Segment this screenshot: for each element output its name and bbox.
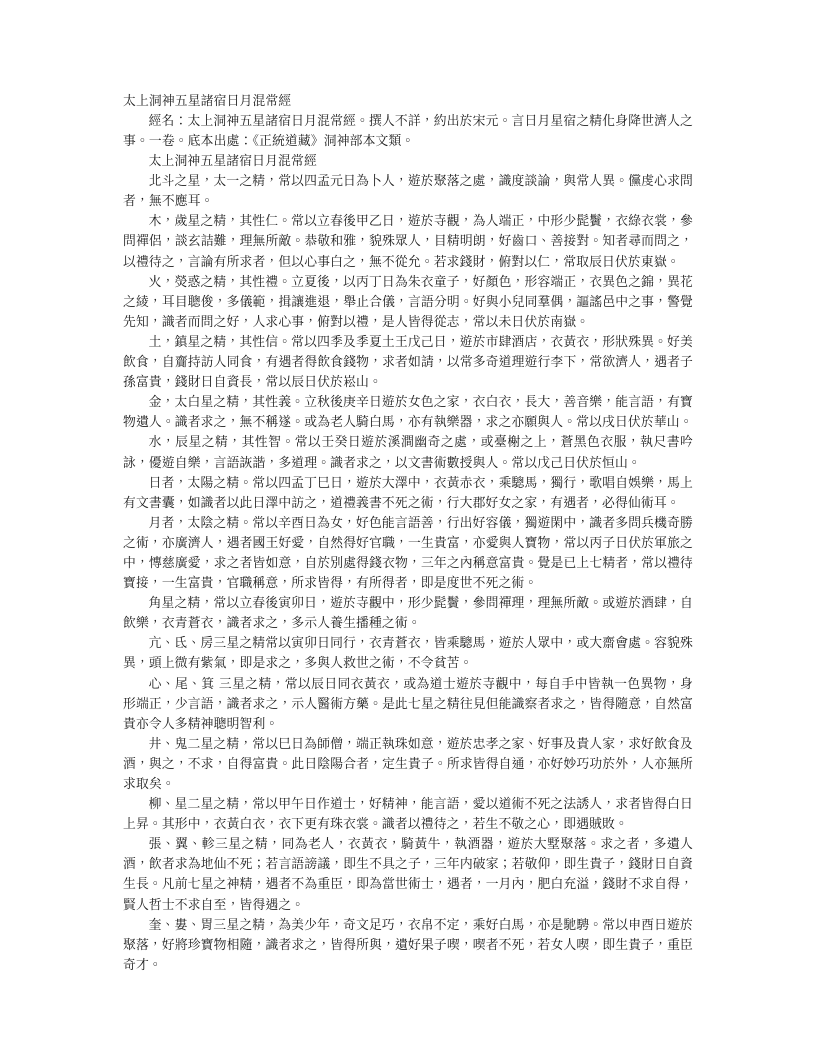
document-body	[123, 92, 693, 976]
metal-star-paragraph: 金，太白星之精，其性義。立秋後庚辛日遊於女色之家，衣白衣，長大，善音樂，能言語，有寶物遺人。識者求之，無不稱遂。或為老人騎白馬，亦有執樂器，求之亦願與人。常以戌日伏於華山。	[123, 395, 693, 431]
water-star-paragraph: 水，辰星之精，其性智。常以壬癸日遊於溪澗幽奇之處，或臺榭之上，蒼黑色衣服，執尺書吟詠，優遊自樂，言語詼諧，多道理。識者求之，以文書術數授與人。常以戊己日伏於恒山。	[123, 435, 693, 471]
xin-wei-ji-stars-paragraph: 心、尾、箕 三星之精，常以辰日同衣黃衣，或為道士遊於寺觀中，每自手中皆執一色異物，身形端正，少言語，識者求之，示人醫術方藥。是此七星之精往見但能識察者求之，皆得隨意，自然富貴亦令人多精神聰明智利。	[123, 676, 693, 732]
fire-star-paragraph: 火，熒惑之精，其性禮。立夏後，以丙丁日為朱衣童子，好顏色，形容端正，衣異色之錦，異花之綾，耳目聰俊，多儀範，揖讓進退，舉止合儀，言語分明。好與小兒同羣偶，謳謠邑中之事，警覺先知，識者而問之好，人求心事，俯對以禮，是人皆得從志，常以未日伏於南嶽。	[123, 274, 693, 330]
sun-spirit-paragraph: 日者，太陽之精。常以四孟丁巳日，遊於大澤中，衣黃赤衣，乘驄馬，獨行，歌唱自娛樂，馬上有文書囊，如識者以此日澤中訪之，道禮義書不死之術，行大郡好女之家，有遇者，必得仙術耳。	[123, 475, 693, 511]
kui-lou-wei-stars-paragraph: 奎、婁、胃三星之精，為美少年，奇文足巧，衣帛不定，乘好白馬，亦是馳騁。常以申酉日遊於聚落，好將珍寶物相隨，識者求之，皆得所與，遺好果子喫，喫者不死，若女人喫，即生貴子，重臣奇才。	[123, 917, 693, 973]
moon-spirit-paragraph: 月者，太陰之精。常以辛酉日為女，好色能言語善，行出好容儀，獨遊閑中，識者多問兵機奇勝之術，亦廣濟人，遇者國王好愛，自然得好官職，一生貴富，亦愛與人寶物，常以丙子日伏於軍旅之中，慱慈廣愛，求之者皆如意，自於別處得錢衣物，三年之內稱意富貴。覺是已上七精者，常以禮待寶接，一生富貴，官職稱意，所求皆得，有所得者，即是度世不死之術。	[123, 515, 693, 592]
jiao-star-paragraph: 角星之精，常以立春後寅卯日，遊於寺觀中，形少髭鬢，參問禪理，理無所敵。或遊於酒肆，自飲樂，衣青蒼衣，識者求之，多示人養生播種之術。	[123, 596, 693, 632]
beidou-paragraph: 北斗之星，太一之精，常以四孟元日為卜人，遊於聚落之處，識度談論，與常人異。儻虔心求問者，無不應耳。	[123, 174, 693, 210]
wood-star-paragraph: 木，歲星之精，其性仁。常以立春後甲乙日，遊於寺觀，為人端正，中形少髭鬢，衣綠衣裳，參問禪侶，談玄詰難，理無所敵。恭敬和雅，貌殊眾人，目精明朗，好齒口、善接對。知者尋而問之，以禮待之，言論有所求者，但以心事白之，無不從允。若求錢財，俯對以仁，常取辰日伏於東嶽。	[123, 214, 693, 270]
kang-di-fang-stars-paragraph: 亢、氐、房三星之精常以寅卯日同行，衣青蒼衣，皆乘驄馬，遊於人眾中，或大齋會處。容貌殊異，頭上微有紫氣，即是求之，多與人救世之術，不令貧苦。	[123, 636, 693, 672]
liu-xing-stars-paragraph: 柳、星二星之精，常以甲午日作道士，好精神，能言語，愛以道術不死之法誘人，求者皆得白日上昇。其形中，衣黃白衣，衣下更有珠衣裳。識者以禮待之，若生不敬之心，即遇賊敗。	[123, 797, 693, 833]
jing-gui-stars-paragraph: 井、鬼二星之精，常以巳日為師僧，端正執珠如意，遊於忠孝之家、好事及貴人家，求好飲食及酒，與之，不求，自得富貴。此日陰陽合者，定生貴子。所求皆得自通，亦好妙巧功於外，人亦無所求取矣。	[123, 736, 693, 792]
document-heading: 太上洞神五星諸宿日月混常經	[123, 94, 292, 109]
scripture-metadata-paragraph: 經名：太上洞神五星諸宿日月混常經。撰人不詳，約出於宋元。言日月星宿之精化身降世濟人之事。一卷。底本出處：《正統道藏》洞神部本文類。	[123, 114, 693, 150]
earth-star-paragraph: 土，鎮星之精，其性信。常以四季及季夏土王戊己日，遊於市肆酒店，衣黃衣，形狀殊異。好美飲食，自齎持訪人同食，有遇者得飲食錢物，求者如請，以常多奇道理遊行李下，常欲濟人，遇者子孫富貴，錢財日自資長，常以辰日伏於崧山。	[123, 334, 693, 391]
document-subheading: 太上洞神五星諸宿日月混常經	[148, 154, 317, 170]
zhang-yi-zhen-stars-paragraph: 張、翼、軫三星之精，同為老人，衣黃衣，騎黃牛，執酒器，遊於大墅聚落。求之者，多遺人酒，飲者求為地仙不死；若言語謗議，即生不具之子，三年内破家；若敬仰，即生貴子，錢財日自資生長。凡前七星之神精，遇者不為重臣，即為當世術士，遇者，一月內，肥白充溢，錢財不求自得，賢人哲士不求自至，皆得遇之。	[123, 837, 693, 913]
